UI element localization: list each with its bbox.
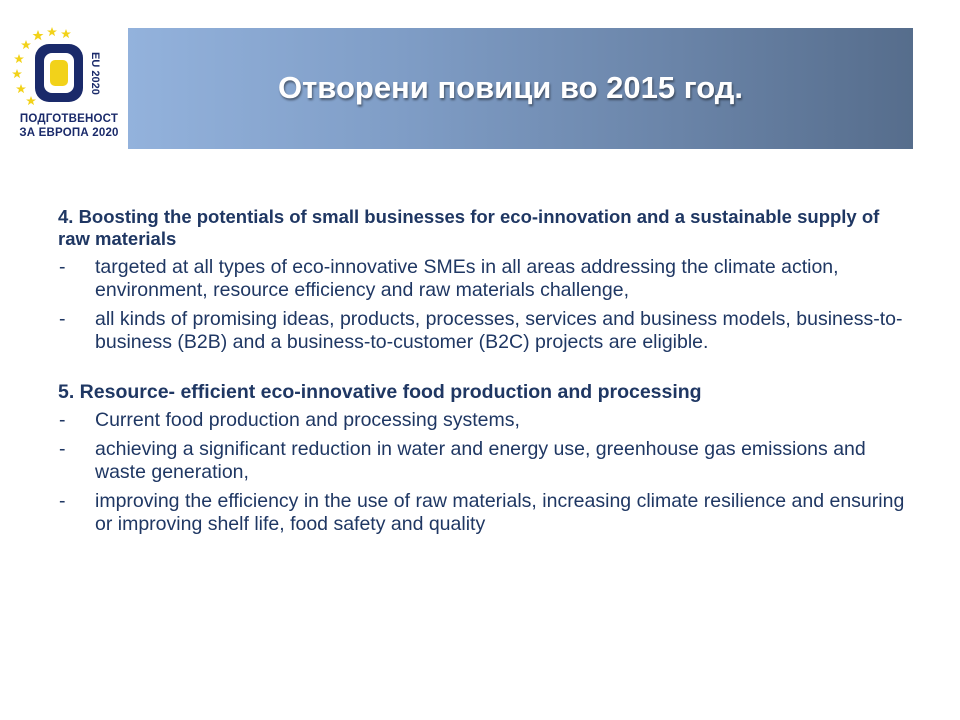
logo-caption-line2: ЗА ЕВРОПА 2020 bbox=[19, 127, 119, 139]
bullet-dash: - bbox=[59, 490, 66, 512]
bullet-text: targeted at all types of eco-innovative SMEs in all areas addressing the climate action, environment, resource efficiency and raw materials challenge, bbox=[95, 256, 839, 301]
bullet-text: achieving a significant reduction in water and energy use, greenhouse gas emissions and waste generation, bbox=[95, 438, 866, 483]
eu2020-logo bbox=[8, 22, 130, 150]
section-heading: 5. Resource- efficient eco-innovative food production and processing bbox=[58, 381, 702, 403]
bullet-item bbox=[58, 409, 908, 432]
bullet-dash: - bbox=[59, 256, 66, 278]
bullet-text: improving the efficiency in the use of raw materials, increasing climate resilience and ensuring or improving shelf life, food safety and quality bbox=[95, 490, 905, 535]
bullet-dash: - bbox=[59, 409, 66, 431]
bullet-dash: - bbox=[59, 308, 66, 330]
slide-content bbox=[58, 206, 908, 542]
section-5 bbox=[58, 380, 908, 536]
slide-title: Отворени повици во 2015 год. bbox=[278, 70, 744, 105]
section-heading: 4. Boosting the potentials of small businesses for eco-innovation and a sustainable supply of raw materials bbox=[58, 206, 880, 249]
bullet-item bbox=[58, 490, 908, 536]
logo-caption-line1: ПОДГОТВЕНОСТ bbox=[19, 113, 119, 125]
bullet-item bbox=[58, 438, 908, 484]
eu2020-emblem-icon bbox=[8, 22, 130, 114]
bullet-text: Current food production and processing systems, bbox=[95, 409, 520, 431]
title-banner bbox=[128, 28, 913, 149]
section-gap bbox=[58, 360, 908, 380]
bullet-text: all kinds of promising ideas, products, processes, services and business models, business-to-business (B2B) and a business-to-customer (B2C) projects are eligible. bbox=[95, 308, 903, 353]
bullet-dash: - bbox=[59, 438, 66, 460]
svg-text:EU 2020: EU 2020 bbox=[89, 52, 101, 95]
bullet-item bbox=[58, 256, 908, 302]
section-4 bbox=[58, 206, 908, 354]
bullet-item bbox=[58, 308, 908, 354]
